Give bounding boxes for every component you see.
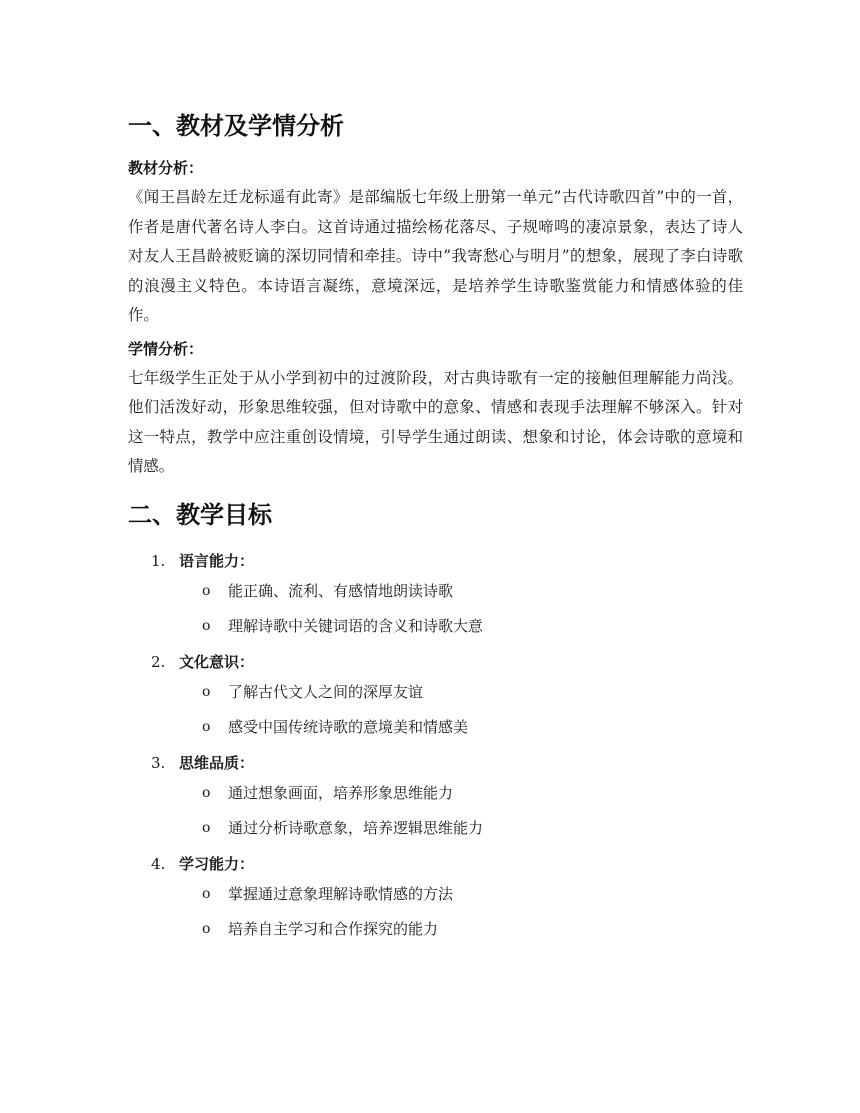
objective-item: [128, 751, 743, 840]
objective-number: 1.: [151, 551, 166, 570]
circle-bullet-icon: o: [202, 718, 211, 735]
objective-subitem: [128, 882, 743, 906]
circle-bullet-icon: o: [202, 784, 211, 801]
objective-subitem-text: 了解古代文人之间的深厚友谊: [228, 682, 424, 701]
objective-subitem-text: 理解诗歌中关键词语的含义和诗歌大意: [228, 616, 484, 635]
objective-label: 思维品质：: [179, 753, 255, 772]
section-heading-analysis: 一、教材及学情分析: [128, 112, 344, 140]
objective-item: [128, 549, 743, 638]
circle-bullet-icon: o: [202, 683, 211, 700]
objective-number: 2.: [151, 652, 166, 671]
objective-subitem-text: 掌握通过意象理解诗歌情感的方法: [228, 884, 454, 903]
document-page: [128, 108, 743, 941]
circle-bullet-icon: o: [202, 819, 211, 836]
objective-subitem-text: 能正确、流利、有感情地朗读诗歌: [228, 581, 454, 600]
objectives-list: [128, 549, 743, 941]
circle-bullet-icon: o: [202, 885, 211, 902]
objective-sublist: [128, 680, 743, 739]
objective-label: 学习能力：: [179, 854, 255, 873]
objective-subitem-text: 通过想象画面，培养形象思维能力: [228, 783, 454, 802]
material-analysis-label: 教材分析：: [128, 159, 204, 177]
objective-subitem: [128, 917, 743, 941]
objective-sublist: [128, 882, 743, 941]
objective-subitem: [128, 579, 743, 603]
objective-sublist: [128, 781, 743, 840]
objective-item: [128, 852, 743, 941]
objective-label: 语言能力：: [179, 551, 255, 570]
student-analysis-paragraph: 七年级学生正处于从小学到初中的过渡阶段，对古典诗歌有一定的接触但理解能力尚浅。他们活泼好动，形象思维较强，但对诗歌中的意象、情感和表现手法理解不够深入。针对这一特点，教学中应注重创设情境，引导学生通过朗读、想象和讨论，体会诗歌的意境和情感。: [128, 368, 743, 475]
objective-subitem: [128, 781, 743, 805]
objective-sublist: [128, 579, 743, 638]
objective-item: [128, 650, 743, 739]
objective-subitem-text: 通过分析诗歌意象，培养逻辑思维能力: [228, 818, 484, 837]
circle-bullet-icon: o: [202, 617, 211, 634]
circle-bullet-icon: o: [202, 582, 211, 599]
section-heading-objectives: 二、教学目标: [128, 500, 272, 529]
objective-number: 4.: [151, 854, 166, 873]
objective-subitem: [128, 816, 743, 840]
objective-label: 文化意识：: [179, 652, 255, 671]
objective-subitem: [128, 715, 743, 739]
objective-subitem: [128, 680, 743, 704]
objective-subitem-text: 培养自主学习和合作探究的能力: [228, 919, 439, 938]
objective-number: 3.: [151, 753, 166, 772]
student-analysis-label: 学情分析：: [128, 339, 204, 358]
objective-subitem-text: 感受中国传统诗歌的意境美和情感美: [228, 717, 469, 736]
circle-bullet-icon: o: [202, 920, 211, 937]
material-analysis-paragraph: 《闻王昌龄左迁龙标遥有此寄》是部编版七年级上册第一单元”古代诗歌四首”中的一首，作者是唐代著名诗人李白。这首诗通过描绘杨花落尽、子规啼鸣的凄凉景象，表达了诗人对友人王昌龄被贬谪的深切同情和牵挂。诗中”我寄愁心与明月”的想象，展现了李白诗歌的浪漫主义特色。本诗语言凝练，意境深远，是培养学生诗歌鉴赏能力和情感体验的佳作。: [128, 188, 743, 324]
objective-subitem: [128, 614, 743, 638]
